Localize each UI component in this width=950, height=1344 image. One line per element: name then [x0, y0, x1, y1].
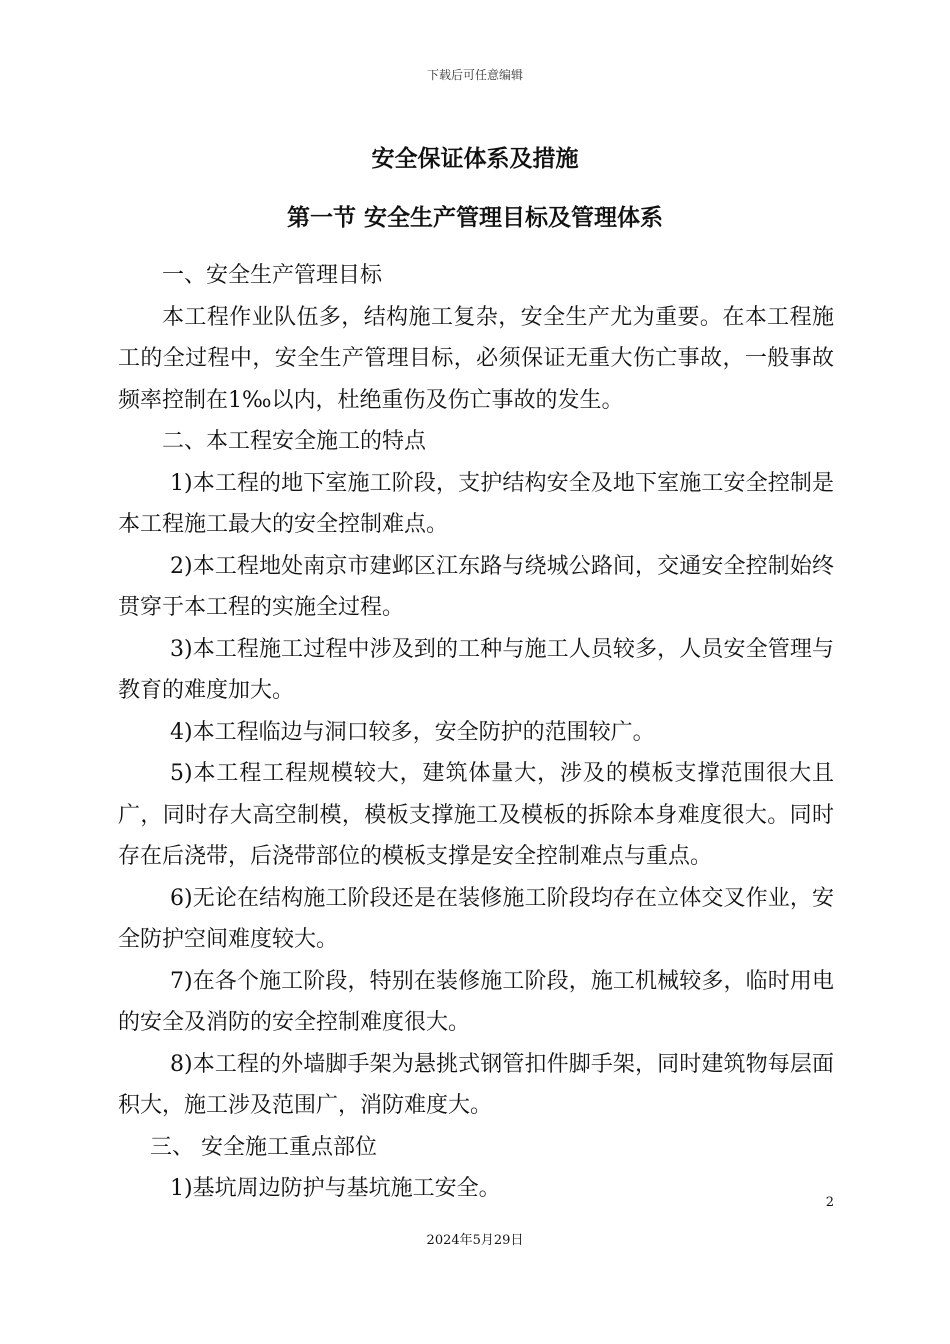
header-note: 下载后可任意编辑: [426, 68, 523, 82]
footer-date: 2024年5月29日: [426, 1233, 524, 1248]
list-item: 4)本工程临边与洞口较多，安全防护的范围较广。: [170, 719, 655, 745]
list-item: 8)本工程的外墙脚手架为悬挑式钢管扣件脚手架，同时建筑物每层面积大，施工涉及范围广，消防难度大。: [118, 1051, 834, 1118]
list-item: 6)无论在结构施工阶段还是在装修施工阶段均存在立体交叉作业，安全防护空间难度较大。: [118, 885, 834, 952]
heading-safety-features: 二、本工程安全施工的特点: [162, 429, 427, 454]
heading-key-locations: 三、 安全施工重点部位: [150, 1134, 377, 1160]
document-title: 安全保证体系及措施: [371, 146, 579, 172]
list-item: 1)基坑周边防护与基坑施工安全。: [170, 1176, 501, 1201]
heading-safety-goal: 一、安全生产管理目标: [162, 263, 383, 288]
section-title: 第一节 安全生产管理目标及管理体系: [286, 205, 663, 231]
list-item: 3)本工程施工过程中涉及到的工种与施工人员较多，人员安全管理与教育的难度加大。: [118, 636, 834, 703]
list-item: 2)本工程地处南京市建邺区江东路与绕城公路间，交通安全控制始终贯穿于本工程的实施全过程。: [118, 553, 834, 620]
paragraph-safety-goal: 本工程作业队伍多，结构施工复杂，安全生产尤为重要。在本工程施工的全过程中，安全生产管理目标，必须保证无重大伤亡事故，一般事故频率控制在1‰以内，杜绝重伤及伤亡事故的发生。: [118, 304, 834, 413]
list-item: 7)在各个施工阶段，特别在装修施工阶段，施工机械较多，临时用电的安全及消防的安全控制难度很大。: [118, 968, 834, 1035]
list-item: 5)本工程工程规模较大，建筑体量大，涉及的模板支撑范围很大且广，同时存大高空制模，模板支撑施工及模板的拆除本身难度很大。同时存在后浇带，后浇带部位的模板支撑是安全控制难点与重点。: [118, 761, 834, 869]
list-item: 1)本工程的地下室施工阶段，支护结构安全及地下室施工安全控制是本工程施工最大的安全控制难点。: [118, 470, 834, 537]
page-number: 2: [825, 1195, 834, 1210]
document-body: [118, 255, 834, 1210]
